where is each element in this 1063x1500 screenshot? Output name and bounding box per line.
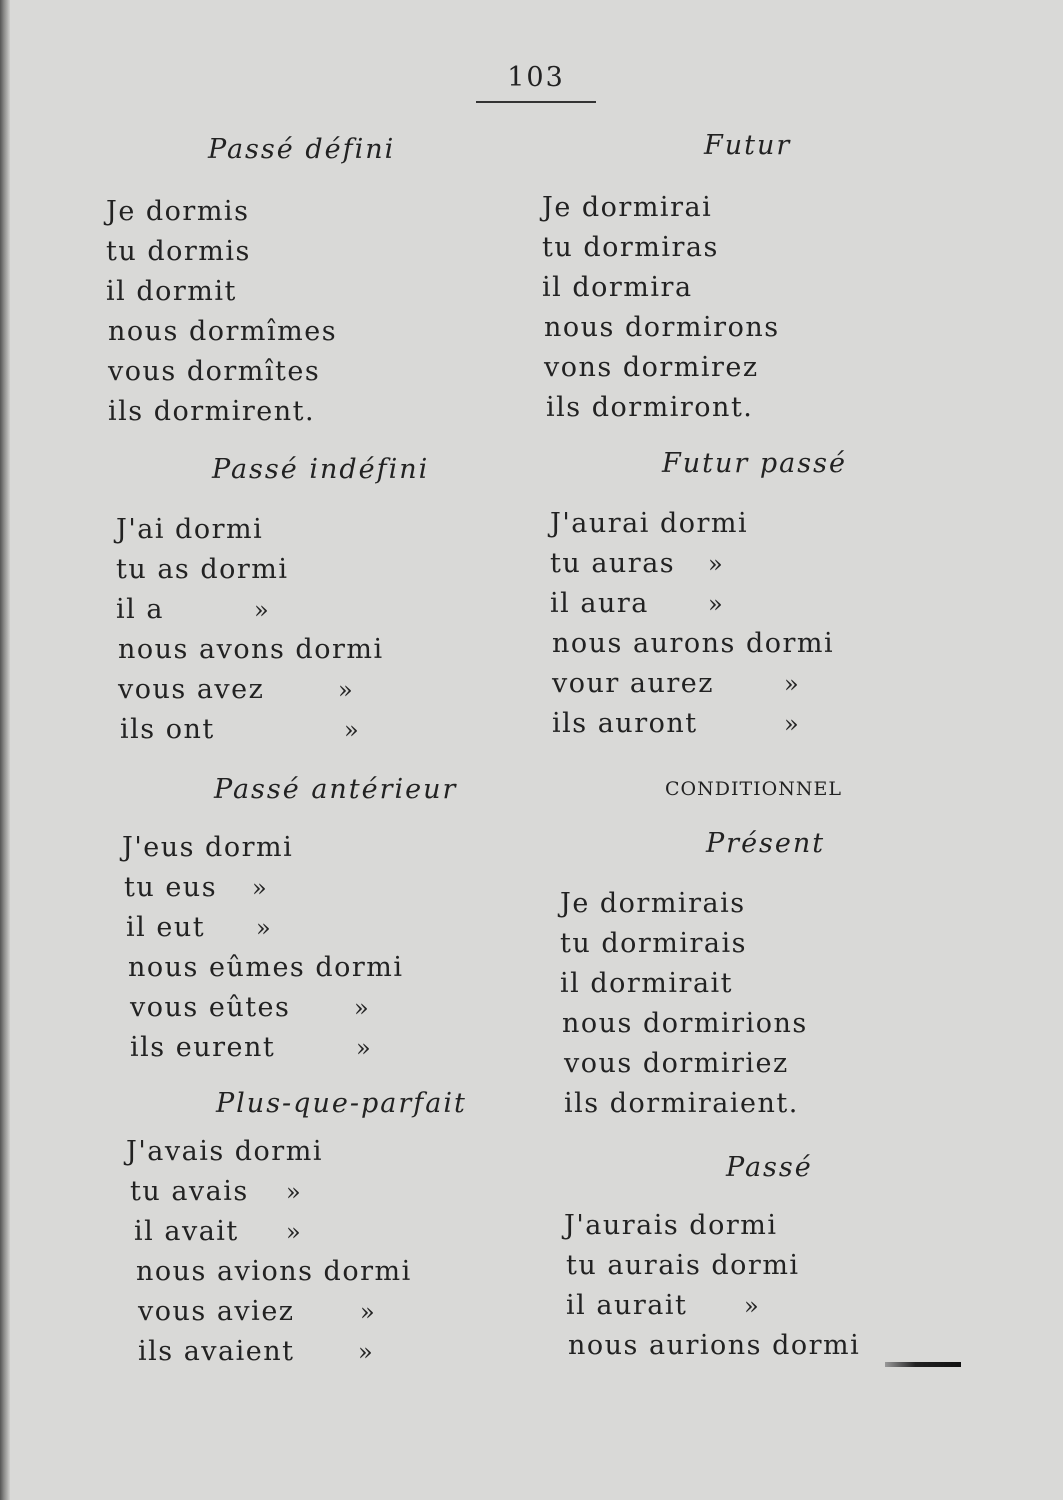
conjugation-row <box>138 1336 375 1368</box>
ditto-mark: » <box>784 710 801 738</box>
heading-futur: Futur <box>704 130 792 161</box>
conjugation-row <box>118 634 384 666</box>
conjugation-row: tu dormiras <box>542 232 719 263</box>
conjugation-row <box>126 1136 323 1168</box>
heading-passe: Passé <box>726 1152 813 1183</box>
conjugation-row <box>134 1216 303 1248</box>
conjugation-row <box>568 1330 860 1362</box>
conjugation-row: vous dormiriez <box>564 1048 789 1079</box>
conjugation-row <box>120 714 361 746</box>
row-text: nous aurons dormi <box>552 628 835 659</box>
conjugation-row <box>552 668 801 700</box>
conjugation-row <box>118 674 355 706</box>
conjugation-row: il dormirait <box>560 968 734 999</box>
row-text: J'aurais dormi <box>564 1210 778 1241</box>
ditto-mark: » <box>358 1338 375 1366</box>
row-text: il aurait <box>566 1290 688 1321</box>
conjugation-row <box>126 912 273 944</box>
conjugation-row <box>566 1290 761 1322</box>
conjugation-row <box>550 548 725 580</box>
ditto-mark: » <box>286 1178 303 1206</box>
heading-passe-anterieur: Passé antérieur <box>214 774 458 805</box>
row-text: ils avaient <box>138 1336 295 1367</box>
conjugation-row <box>552 628 834 660</box>
row-text: vous eûtes <box>130 992 291 1023</box>
conjugation-row: vons dormirez <box>544 352 759 383</box>
conjugation-row: il dormit <box>106 276 237 307</box>
row-text: J'aurai dormi <box>550 508 749 539</box>
row-text: ils auront <box>552 708 698 739</box>
conjugation-row: nous dormîmes <box>108 316 338 347</box>
row-text: nous avions dormi <box>136 1256 412 1287</box>
page-edge <box>0 0 10 1500</box>
ditto-mark: » <box>708 590 725 618</box>
conjugation-row <box>564 1210 778 1242</box>
conjugation-row: Je dormirai <box>542 192 713 223</box>
conjugation-row: Je dormirais <box>560 888 746 919</box>
row-text: tu avais <box>130 1176 249 1207</box>
row-text: ils eurent <box>130 1032 276 1063</box>
catchword-rule <box>885 1362 961 1367</box>
row-text: tu eus <box>124 872 218 903</box>
page-number: 103 <box>476 62 596 103</box>
conjugation-row: nous dormirons <box>544 312 780 343</box>
heading-plus-que-parfait: Plus-que-parfait <box>216 1088 467 1119</box>
ditto-mark: » <box>360 1298 377 1326</box>
section-label-conditionnel: CONDITIONNEL <box>665 778 842 800</box>
conjugation-row <box>136 1256 412 1288</box>
heading-passe-indefini: Passé indéfini <box>212 454 430 485</box>
conjugation-row: ils dormiraient. <box>564 1088 799 1119</box>
conjugation-row: il dormira <box>542 272 693 303</box>
row-text: vour aurez <box>552 668 714 699</box>
row-text: il eut <box>126 912 206 943</box>
row-text: nous avons dormi <box>118 634 384 665</box>
conjugation-row: nous dormirions <box>562 1008 808 1039</box>
row-text: tu aurais dormi <box>566 1250 800 1281</box>
row-text: tu auras <box>550 548 676 579</box>
conjugation-row <box>124 872 269 904</box>
conjugation-row <box>138 1296 377 1328</box>
conjugation-row <box>116 514 263 546</box>
ditto-mark: » <box>252 874 269 902</box>
conjugation-row: vous dormîtes <box>108 356 321 387</box>
ditto-mark: » <box>354 994 371 1022</box>
ditto-mark: » <box>256 914 273 942</box>
row-text: nous eûmes dormi <box>128 952 404 983</box>
heading-futur-passe: Futur passé <box>662 448 847 479</box>
conjugation-row <box>566 1250 800 1282</box>
conjugation-row <box>116 554 289 586</box>
conjugation-row: tu dormirais <box>560 928 748 959</box>
heading-present: Présent <box>706 828 826 859</box>
conjugation-row: tu dormis <box>106 236 251 267</box>
row-text: ils ont <box>120 714 215 745</box>
conjugation-row <box>122 832 293 864</box>
conjugation-row <box>116 594 271 626</box>
conjugation-row: Je dormis <box>106 196 250 227</box>
conjugation-row <box>550 508 748 540</box>
ditto-mark: » <box>356 1034 373 1062</box>
ditto-mark: » <box>344 716 361 744</box>
ditto-mark: » <box>708 550 725 578</box>
row-text: tu as dormi <box>116 554 289 585</box>
ditto-mark: » <box>744 1292 761 1320</box>
row-text: vous aviez <box>138 1296 295 1327</box>
conjugation-row <box>130 992 371 1024</box>
heading-passe-defini: Passé défini <box>208 134 396 165</box>
row-text: nous aurions dormi <box>568 1330 861 1361</box>
conjugation-row: ils dormiront. <box>546 392 754 423</box>
row-text: vous avez <box>118 674 265 705</box>
conjugation-row <box>130 1176 303 1208</box>
row-text: il aura <box>550 588 649 619</box>
ditto-mark: » <box>286 1218 303 1246</box>
conjugation-row <box>130 1032 373 1064</box>
ditto-mark: » <box>338 676 355 704</box>
conjugation-row: ils dormirent. <box>108 396 316 427</box>
ditto-mark: » <box>254 596 271 624</box>
conjugation-row <box>128 952 404 984</box>
row-text: J'avais dormi <box>126 1136 323 1167</box>
conjugation-row <box>550 588 725 620</box>
ditto-mark: » <box>784 670 801 698</box>
row-text: J'ai dormi <box>116 514 264 545</box>
row-text: il a <box>116 594 164 625</box>
row-text: il avait <box>134 1216 239 1247</box>
row-text: J'eus dormi <box>122 832 294 863</box>
conjugation-row <box>552 708 801 740</box>
